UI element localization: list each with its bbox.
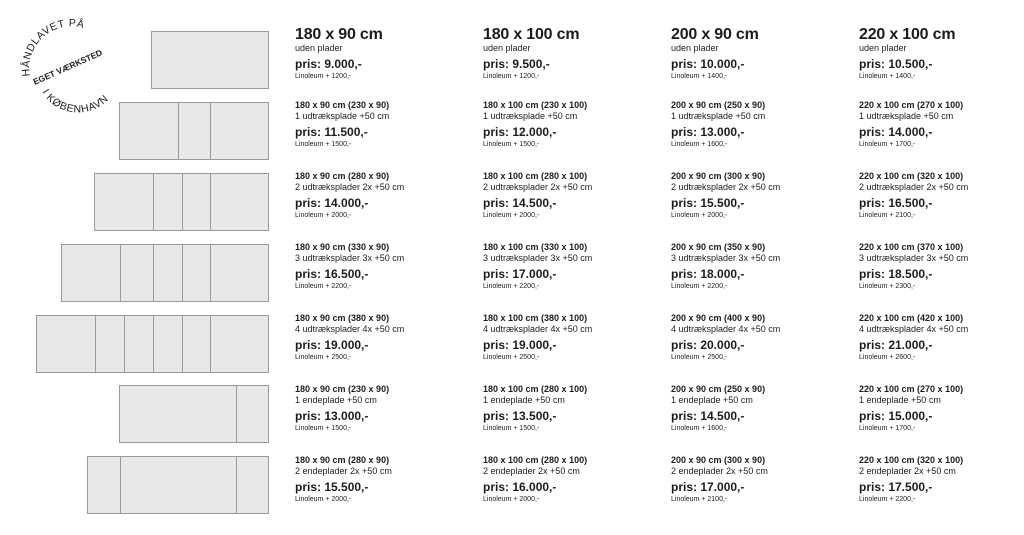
table-size: 180 x 100 cm (330 x 100) bbox=[483, 242, 588, 252]
table-seam bbox=[178, 103, 179, 159]
linoleum-surcharge: Linoleum + 2200,- bbox=[859, 496, 916, 503]
table-description: 1 udtræksplade +50 cm bbox=[859, 111, 954, 121]
table-illustration-2-extensions bbox=[94, 173, 269, 231]
table-description: uden plader bbox=[483, 43, 531, 53]
table-size: 200 x 90 cm (300 x 90) bbox=[671, 455, 766, 465]
table-seam bbox=[124, 316, 125, 372]
price-cell bbox=[483, 455, 663, 505]
price-cell bbox=[859, 100, 1024, 150]
table-seam bbox=[153, 316, 154, 372]
price: pris: 18.000,- bbox=[671, 267, 745, 281]
price-cell bbox=[483, 26, 663, 82]
table-seam bbox=[120, 245, 121, 301]
linoleum-surcharge: Linoleum + 2500,- bbox=[483, 354, 540, 361]
linoleum-surcharge: Linoleum + 2100,- bbox=[671, 496, 728, 503]
table-illustration-1-extension bbox=[119, 102, 269, 160]
price: pris: 14.500,- bbox=[671, 409, 745, 423]
price-cell bbox=[671, 242, 851, 292]
table-size: 180 x 90 cm (330 x 90) bbox=[295, 242, 390, 252]
price: pris: 14.500,- bbox=[483, 196, 557, 210]
price: pris: 18.500,- bbox=[859, 267, 933, 281]
price: pris: 17.500,- bbox=[859, 480, 933, 494]
badge-center-text: EGET VÆRKSTED bbox=[31, 47, 104, 87]
table-seam bbox=[120, 457, 121, 513]
table-description: 1 endeplade +50 cm bbox=[859, 395, 941, 405]
table-description: 2 udtræksplader 2x +50 cm bbox=[671, 182, 781, 192]
table-seam bbox=[95, 316, 96, 372]
table-description: 2 endeplader 2x +50 cm bbox=[859, 466, 956, 476]
price-cell bbox=[671, 26, 851, 82]
table-description: 1 endeplade +50 cm bbox=[483, 395, 565, 405]
table-size: 200 x 90 cm (250 x 90) bbox=[671, 384, 766, 394]
table-description: 2 endeplader 2x +50 cm bbox=[483, 466, 580, 476]
table-size: 200 x 90 cm bbox=[671, 26, 759, 43]
price: pris: 16.500,- bbox=[295, 267, 369, 281]
price: pris: 12.000,- bbox=[483, 125, 557, 139]
table-description: 2 udtræksplader 2x +50 cm bbox=[859, 182, 969, 192]
table-size: 200 x 90 cm (350 x 90) bbox=[671, 242, 766, 252]
linoleum-surcharge: Linoleum + 2000,- bbox=[483, 212, 540, 219]
linoleum-surcharge: Linoleum + 2000,- bbox=[295, 496, 352, 503]
price: pris: 21.000,- bbox=[859, 338, 933, 352]
table-seam bbox=[236, 457, 237, 513]
table-size: 180 x 90 cm (230 x 90) bbox=[295, 100, 390, 110]
price: pris: 17.000,- bbox=[483, 267, 557, 281]
table-seam bbox=[236, 386, 237, 442]
table-seam bbox=[182, 245, 183, 301]
linoleum-surcharge: Linoleum + 2200,- bbox=[295, 283, 352, 290]
table-size: 180 x 100 cm bbox=[483, 26, 580, 43]
table-description: 3 udtræksplader 3x +50 cm bbox=[859, 253, 969, 263]
linoleum-surcharge: Linoleum + 1400,- bbox=[859, 73, 916, 80]
table-description: 3 udtræksplader 3x +50 cm bbox=[671, 253, 781, 263]
table-size: 220 x 100 cm (320 x 100) bbox=[859, 171, 964, 181]
price-cell bbox=[295, 26, 475, 82]
price: pris: 19.000,- bbox=[295, 338, 369, 352]
table-seam bbox=[182, 174, 183, 230]
linoleum-surcharge: Linoleum + 1600,- bbox=[671, 141, 728, 148]
price-cell bbox=[295, 455, 475, 505]
table-size: 220 x 100 cm (320 x 100) bbox=[859, 455, 964, 465]
linoleum-surcharge: Linoleum + 2000,- bbox=[295, 212, 352, 219]
price-cell bbox=[483, 384, 663, 434]
price: pris: 20.000,- bbox=[671, 338, 745, 352]
table-size: 200 x 90 cm (250 x 90) bbox=[671, 100, 766, 110]
price-cell bbox=[859, 313, 1024, 363]
table-description: uden plader bbox=[859, 43, 907, 53]
linoleum-surcharge: Linoleum + 1400,- bbox=[671, 73, 728, 80]
price-cell bbox=[483, 171, 663, 221]
linoleum-surcharge: Linoleum + 1700,- bbox=[859, 425, 916, 432]
table-illustrations bbox=[0, 0, 280, 535]
table-description: 1 endeplade +50 cm bbox=[295, 395, 377, 405]
table-seam bbox=[210, 103, 211, 159]
price: pris: 9.000,- bbox=[295, 57, 362, 71]
price-cell bbox=[483, 313, 663, 363]
linoleum-surcharge: Linoleum + 2200,- bbox=[671, 283, 728, 290]
linoleum-surcharge: Linoleum + 2500,- bbox=[295, 354, 352, 361]
price: pris: 11.500,- bbox=[295, 125, 368, 139]
price-cell bbox=[295, 242, 475, 292]
table-description: uden plader bbox=[671, 43, 719, 53]
linoleum-surcharge: Linoleum + 1200,- bbox=[483, 73, 540, 80]
table-description: 4 udtræksplader 4x +50 cm bbox=[483, 324, 593, 334]
price-cell bbox=[295, 171, 475, 221]
badge-bottom-text: I KØBENHAVN bbox=[39, 87, 111, 116]
price: pris: 15.500,- bbox=[295, 480, 369, 494]
linoleum-surcharge: Linoleum + 1200,- bbox=[295, 73, 352, 80]
price-cell bbox=[671, 100, 851, 150]
linoleum-surcharge: Linoleum + 1700,- bbox=[859, 141, 916, 148]
table-description: 2 udtræksplader 2x +50 cm bbox=[295, 182, 405, 192]
linoleum-surcharge: Linoleum + 1500,- bbox=[295, 425, 352, 432]
price-cell bbox=[295, 384, 475, 434]
table-size: 180 x 90 cm (280 x 90) bbox=[295, 455, 390, 465]
table-seam bbox=[153, 245, 154, 301]
table-size: 220 x 100 cm bbox=[859, 26, 956, 43]
linoleum-surcharge: Linoleum + 1500,- bbox=[483, 425, 540, 432]
table-description: 1 udtræksplade +50 cm bbox=[483, 111, 578, 121]
table-seam bbox=[182, 316, 183, 372]
price: pris: 10.000,- bbox=[671, 57, 745, 71]
price-cell bbox=[295, 313, 475, 363]
price-cell bbox=[483, 100, 663, 150]
price-cell bbox=[671, 313, 851, 363]
price: pris: 15.500,- bbox=[671, 196, 745, 210]
table-description: 4 udtræksplader 4x +50 cm bbox=[859, 324, 969, 334]
table-seam bbox=[210, 174, 211, 230]
table-description: 1 endeplade +50 cm bbox=[671, 395, 753, 405]
price: pris: 16.500,- bbox=[859, 196, 933, 210]
table-description: 2 udtræksplader 2x +50 cm bbox=[483, 182, 593, 192]
table-size: 180 x 90 cm (280 x 90) bbox=[295, 171, 390, 181]
price: pris: 9.500,- bbox=[483, 57, 550, 71]
table-description: 4 udtræksplader 4x +50 cm bbox=[295, 324, 405, 334]
price-cell bbox=[859, 455, 1024, 505]
price-cell bbox=[483, 242, 663, 292]
table-size: 180 x 100 cm (280 x 100) bbox=[483, 455, 588, 465]
table-seam bbox=[153, 174, 154, 230]
table-seam bbox=[210, 245, 211, 301]
table-size: 180 x 100 cm (380 x 100) bbox=[483, 313, 588, 323]
table-illustration-2-endplates bbox=[87, 456, 269, 514]
table-illustration-base bbox=[151, 31, 269, 89]
table-size: 220 x 100 cm (420 x 100) bbox=[859, 313, 964, 323]
linoleum-surcharge: Linoleum + 2000,- bbox=[671, 212, 728, 219]
price: pris: 16.000,- bbox=[483, 480, 557, 494]
linoleum-surcharge: Linoleum + 2100,- bbox=[859, 212, 916, 219]
price-cell bbox=[859, 242, 1024, 292]
linoleum-surcharge: Linoleum + 1500,- bbox=[295, 141, 352, 148]
badge-top-text: HÅNDLAVET PÅ bbox=[20, 17, 86, 77]
table-description: 1 udtræksplade +50 cm bbox=[671, 111, 766, 121]
table-size: 180 x 100 cm (280 x 100) bbox=[483, 384, 588, 394]
table-description: 2 endeplader 2x +50 cm bbox=[295, 466, 392, 476]
table-seam bbox=[210, 316, 211, 372]
price: pris: 13.000,- bbox=[671, 125, 745, 139]
price-cell bbox=[671, 455, 851, 505]
linoleum-surcharge: Linoleum + 2300,- bbox=[859, 283, 916, 290]
table-description: 4 udtræksplader 4x +50 cm bbox=[671, 324, 781, 334]
price: pris: 13.500,- bbox=[483, 409, 557, 423]
table-illustration-1-endplate bbox=[119, 385, 269, 443]
table-size: 220 x 100 cm (270 x 100) bbox=[859, 100, 964, 110]
price: pris: 10.500,- bbox=[859, 57, 933, 71]
table-size: 220 x 100 cm (270 x 100) bbox=[859, 384, 964, 394]
linoleum-surcharge: Linoleum + 2600,- bbox=[859, 354, 916, 361]
table-size: 180 x 100 cm (230 x 100) bbox=[483, 100, 588, 110]
price-grid bbox=[295, 0, 1024, 535]
price-cell bbox=[671, 384, 851, 434]
linoleum-surcharge: Linoleum + 1600,- bbox=[671, 425, 728, 432]
table-size: 180 x 90 cm (380 x 90) bbox=[295, 313, 390, 323]
price-cell bbox=[859, 384, 1024, 434]
table-size: 220 x 100 cm (370 x 100) bbox=[859, 242, 964, 252]
price: pris: 19.000,- bbox=[483, 338, 557, 352]
linoleum-surcharge: Linoleum + 2000,- bbox=[483, 496, 540, 503]
price-cell bbox=[859, 26, 1024, 82]
linoleum-surcharge: Linoleum + 2500,- bbox=[671, 354, 728, 361]
table-description: uden plader bbox=[295, 43, 343, 53]
price: pris: 17.000,- bbox=[671, 480, 745, 494]
table-size: 200 x 90 cm (300 x 90) bbox=[671, 171, 766, 181]
table-illustration-4-extensions bbox=[36, 315, 269, 373]
price-cell bbox=[671, 171, 851, 221]
table-size: 180 x 90 cm bbox=[295, 26, 383, 43]
table-description: 2 endeplader 2x +50 cm bbox=[671, 466, 768, 476]
table-description: 3 udtræksplader 3x +50 cm bbox=[483, 253, 593, 263]
price: pris: 14.000,- bbox=[295, 196, 369, 210]
table-description: 1 udtræksplade +50 cm bbox=[295, 111, 390, 121]
linoleum-surcharge: Linoleum + 1500,- bbox=[483, 141, 540, 148]
linoleum-surcharge: Linoleum + 2200,- bbox=[483, 283, 540, 290]
table-size: 180 x 100 cm (280 x 100) bbox=[483, 171, 588, 181]
price-cell bbox=[295, 100, 475, 150]
price: pris: 13.000,- bbox=[295, 409, 369, 423]
price-cell bbox=[859, 171, 1024, 221]
table-size: 200 x 90 cm (400 x 90) bbox=[671, 313, 766, 323]
price: pris: 15.000,- bbox=[859, 409, 933, 423]
table-size: 180 x 90 cm (230 x 90) bbox=[295, 384, 390, 394]
price: pris: 14.000,- bbox=[859, 125, 933, 139]
table-illustration-3-extensions bbox=[61, 244, 269, 302]
table-description: 3 udtræksplader 3x +50 cm bbox=[295, 253, 405, 263]
